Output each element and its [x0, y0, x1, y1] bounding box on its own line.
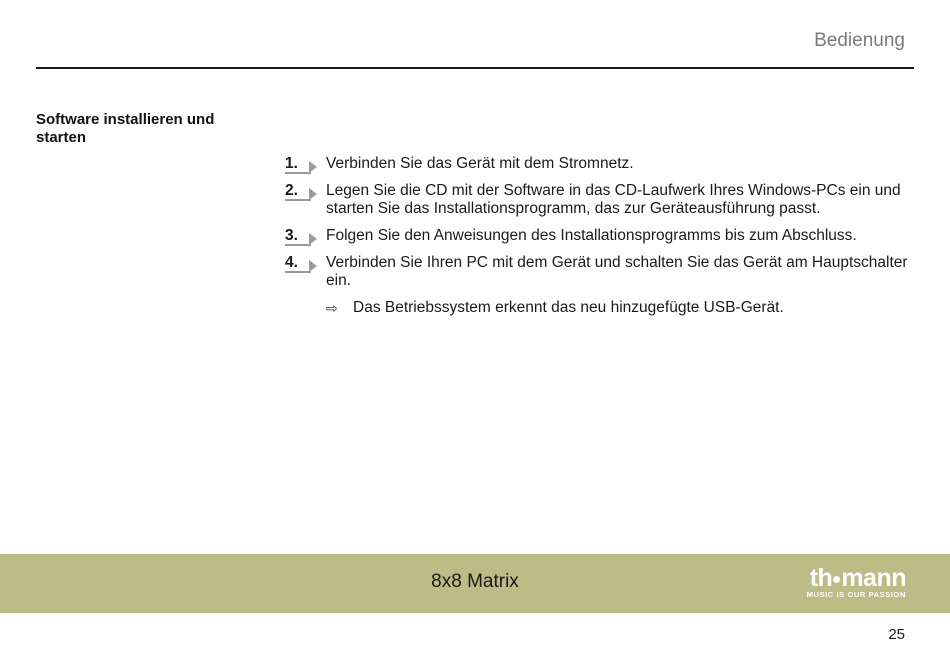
step-underline: [285, 271, 311, 273]
footer-band: [0, 554, 950, 613]
step-underline: [285, 172, 311, 174]
step-number: 4.: [285, 254, 317, 274]
page-number: 25: [888, 626, 905, 643]
step-number: 1.: [285, 155, 317, 175]
step-text: Verbinden Sie Ihren PC mit dem Gerät und schalten Sie das Gerät am Hauptschalter ein.: [326, 254, 908, 289]
step-text: Folgen Sie den Anweisungen des Installationsprogramms bis zum Abschluss.: [326, 227, 857, 244]
product-name: 8x8 Matrix: [431, 571, 519, 592]
step-underline: [285, 199, 311, 201]
step-item: [285, 227, 915, 245]
thomann-logo: [790, 566, 906, 600]
step-result: [285, 299, 915, 317]
step-underline: [285, 244, 311, 246]
section-title: Bedienung: [814, 30, 905, 51]
arrow-right-icon: [309, 260, 317, 272]
instruction-steps: [285, 155, 915, 317]
result-text: Das Betriebssystem erkennt das neu hinzugefügte USB-Gerät.: [353, 299, 784, 316]
step-item: [285, 254, 915, 290]
arrow-right-icon: [309, 161, 317, 173]
logo-tagline: MUSIC IS OUR PASSION: [806, 590, 906, 599]
arrow-right-icon: [309, 188, 317, 200]
result-arrow-icon: ⇨: [326, 300, 338, 316]
logo-wordmark: th mann: [809, 564, 906, 592]
step-text: Legen Sie die CD mit der Software in das CD-Laufwerk Ihres Windows-PCs ein und starten Sie das Installationsprogramm, das zur Geräteausführung passt.: [326, 182, 901, 217]
section-heading: Software installieren und starten: [36, 111, 215, 146]
arrow-right-icon: [309, 233, 317, 245]
step-text: Verbinden Sie das Gerät mit dem Stromnetz.: [326, 155, 634, 172]
step-number: 2.: [285, 182, 317, 202]
header-divider: [36, 67, 914, 69]
step-item: [285, 155, 915, 173]
step-number: 3.: [285, 227, 317, 247]
step-item: [285, 182, 915, 218]
logo-dot-icon: [833, 576, 840, 583]
